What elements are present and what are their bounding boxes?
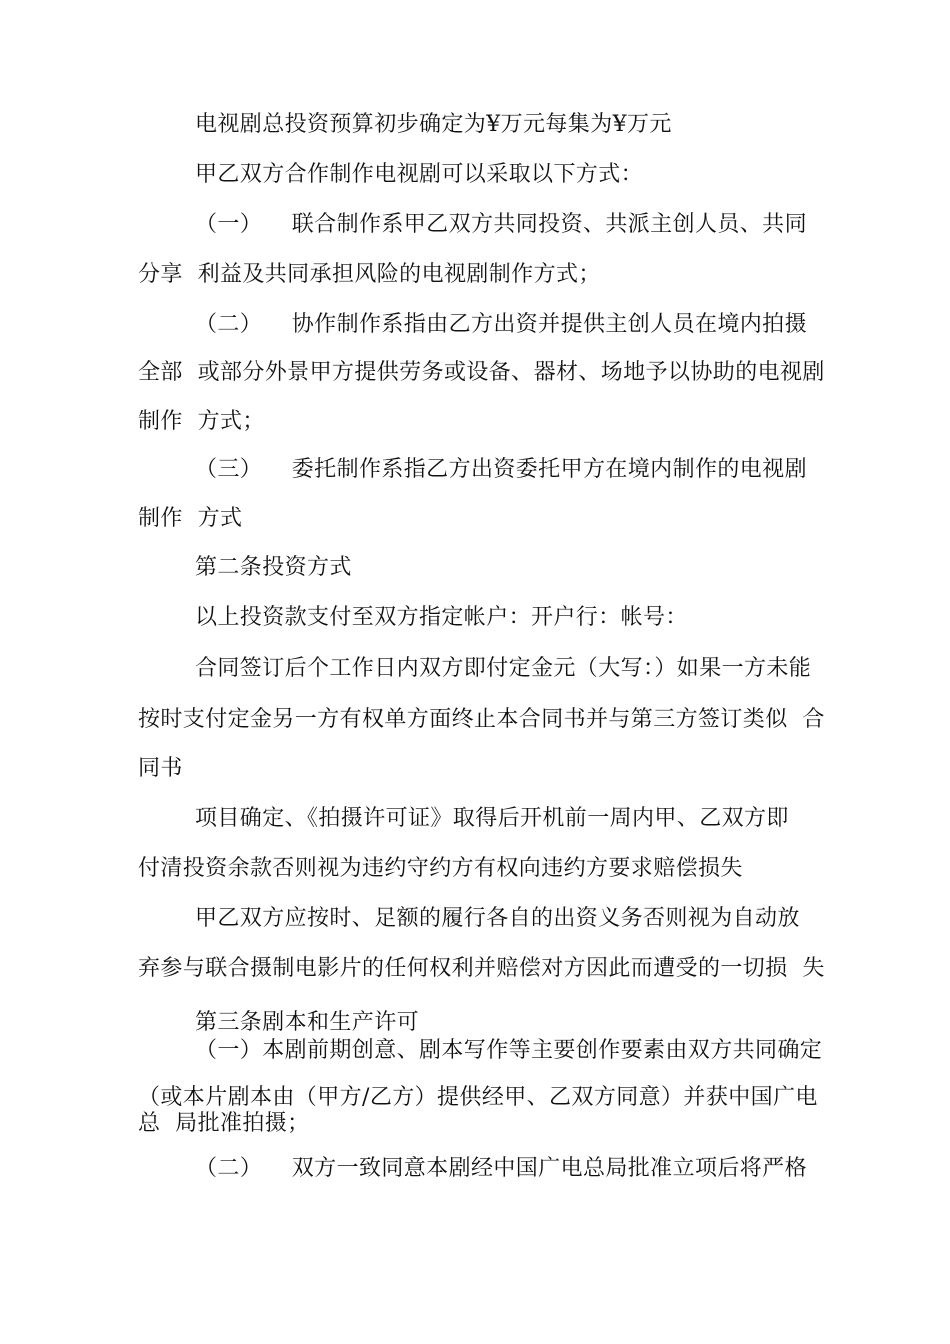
balance-payment-line: 项目确定、《拍摄许可证》取得后开机前一周内甲、乙双方即 bbox=[195, 806, 789, 831]
cooperation-methods-line: 甲乙双方合作制作电视剧可以采取以下方式： bbox=[195, 162, 644, 187]
commissioned-production-line: （三） 委托制作系指乙方出资委托甲方在境内制作的电视剧 bbox=[195, 457, 807, 482]
deposit-line: 合同签订后个工作日内双方即付定金元（大写：）如果一方未能 bbox=[195, 656, 812, 681]
deposit-continuation-2: 同书 bbox=[138, 756, 183, 781]
article-two-heading: 第二条投资方式 bbox=[195, 555, 352, 580]
assisted-production-continuation-1: 全部 或部分外景甲方提供劳务或设备、器材、场地予以协助的电视剧 bbox=[138, 360, 825, 385]
script-item-two-line: （二） 双方一致同意本剧经中国广电总局批准立项后将严格 bbox=[195, 1156, 807, 1181]
script-item-one-continuation-1: （或本片剧本由（甲方/乙方）提供经甲、乙双方同意）并获中国广电 bbox=[138, 1085, 818, 1110]
article-three-heading: 第三条剧本和生产许可 bbox=[195, 1010, 420, 1035]
assisted-production-continuation-2: 制作 方式； bbox=[138, 409, 265, 434]
joint-production-continuation: 分享 利益及共同承担风险的电视剧制作方式； bbox=[138, 262, 601, 287]
budget-line: 电视剧总投资预算初步确定为¥万元每集为¥万元 bbox=[195, 112, 672, 137]
script-item-one-continuation-2: 总 局批准拍摄； bbox=[138, 1111, 310, 1136]
payment-account-line: 以上投资款支付至双方指定帐户：开户行：帐号： bbox=[195, 605, 688, 630]
script-item-one-line: （一）本剧前期创意、剧本写作等主要创作要素由双方共同确定 bbox=[195, 1038, 823, 1063]
assisted-production-line: （二） 协作制作系指由乙方出资并提供主创人员在境内拍摄 bbox=[195, 312, 807, 337]
balance-payment-continuation: 付清投资余款否则视为违约守约方有权向违约方要求赔偿损失 bbox=[138, 856, 743, 881]
funding-obligation-continuation: 弃参与联合摄制电影片的任何权利并赔偿对方因此而遭受的一切损 失 bbox=[138, 956, 825, 981]
commissioned-production-continuation: 制作 方式 bbox=[138, 506, 243, 531]
deposit-continuation-1: 按时支付定金另一方有权单方面终止本合同书并与第三方签订类似 合 bbox=[138, 707, 825, 732]
joint-production-line: （一） 联合制作系甲乙双方共同投资、共派主创人员、共同 bbox=[195, 212, 807, 237]
funding-obligation-line: 甲乙双方应按时、足额的履行各自的出资义务否则视为自动放 bbox=[195, 906, 800, 931]
